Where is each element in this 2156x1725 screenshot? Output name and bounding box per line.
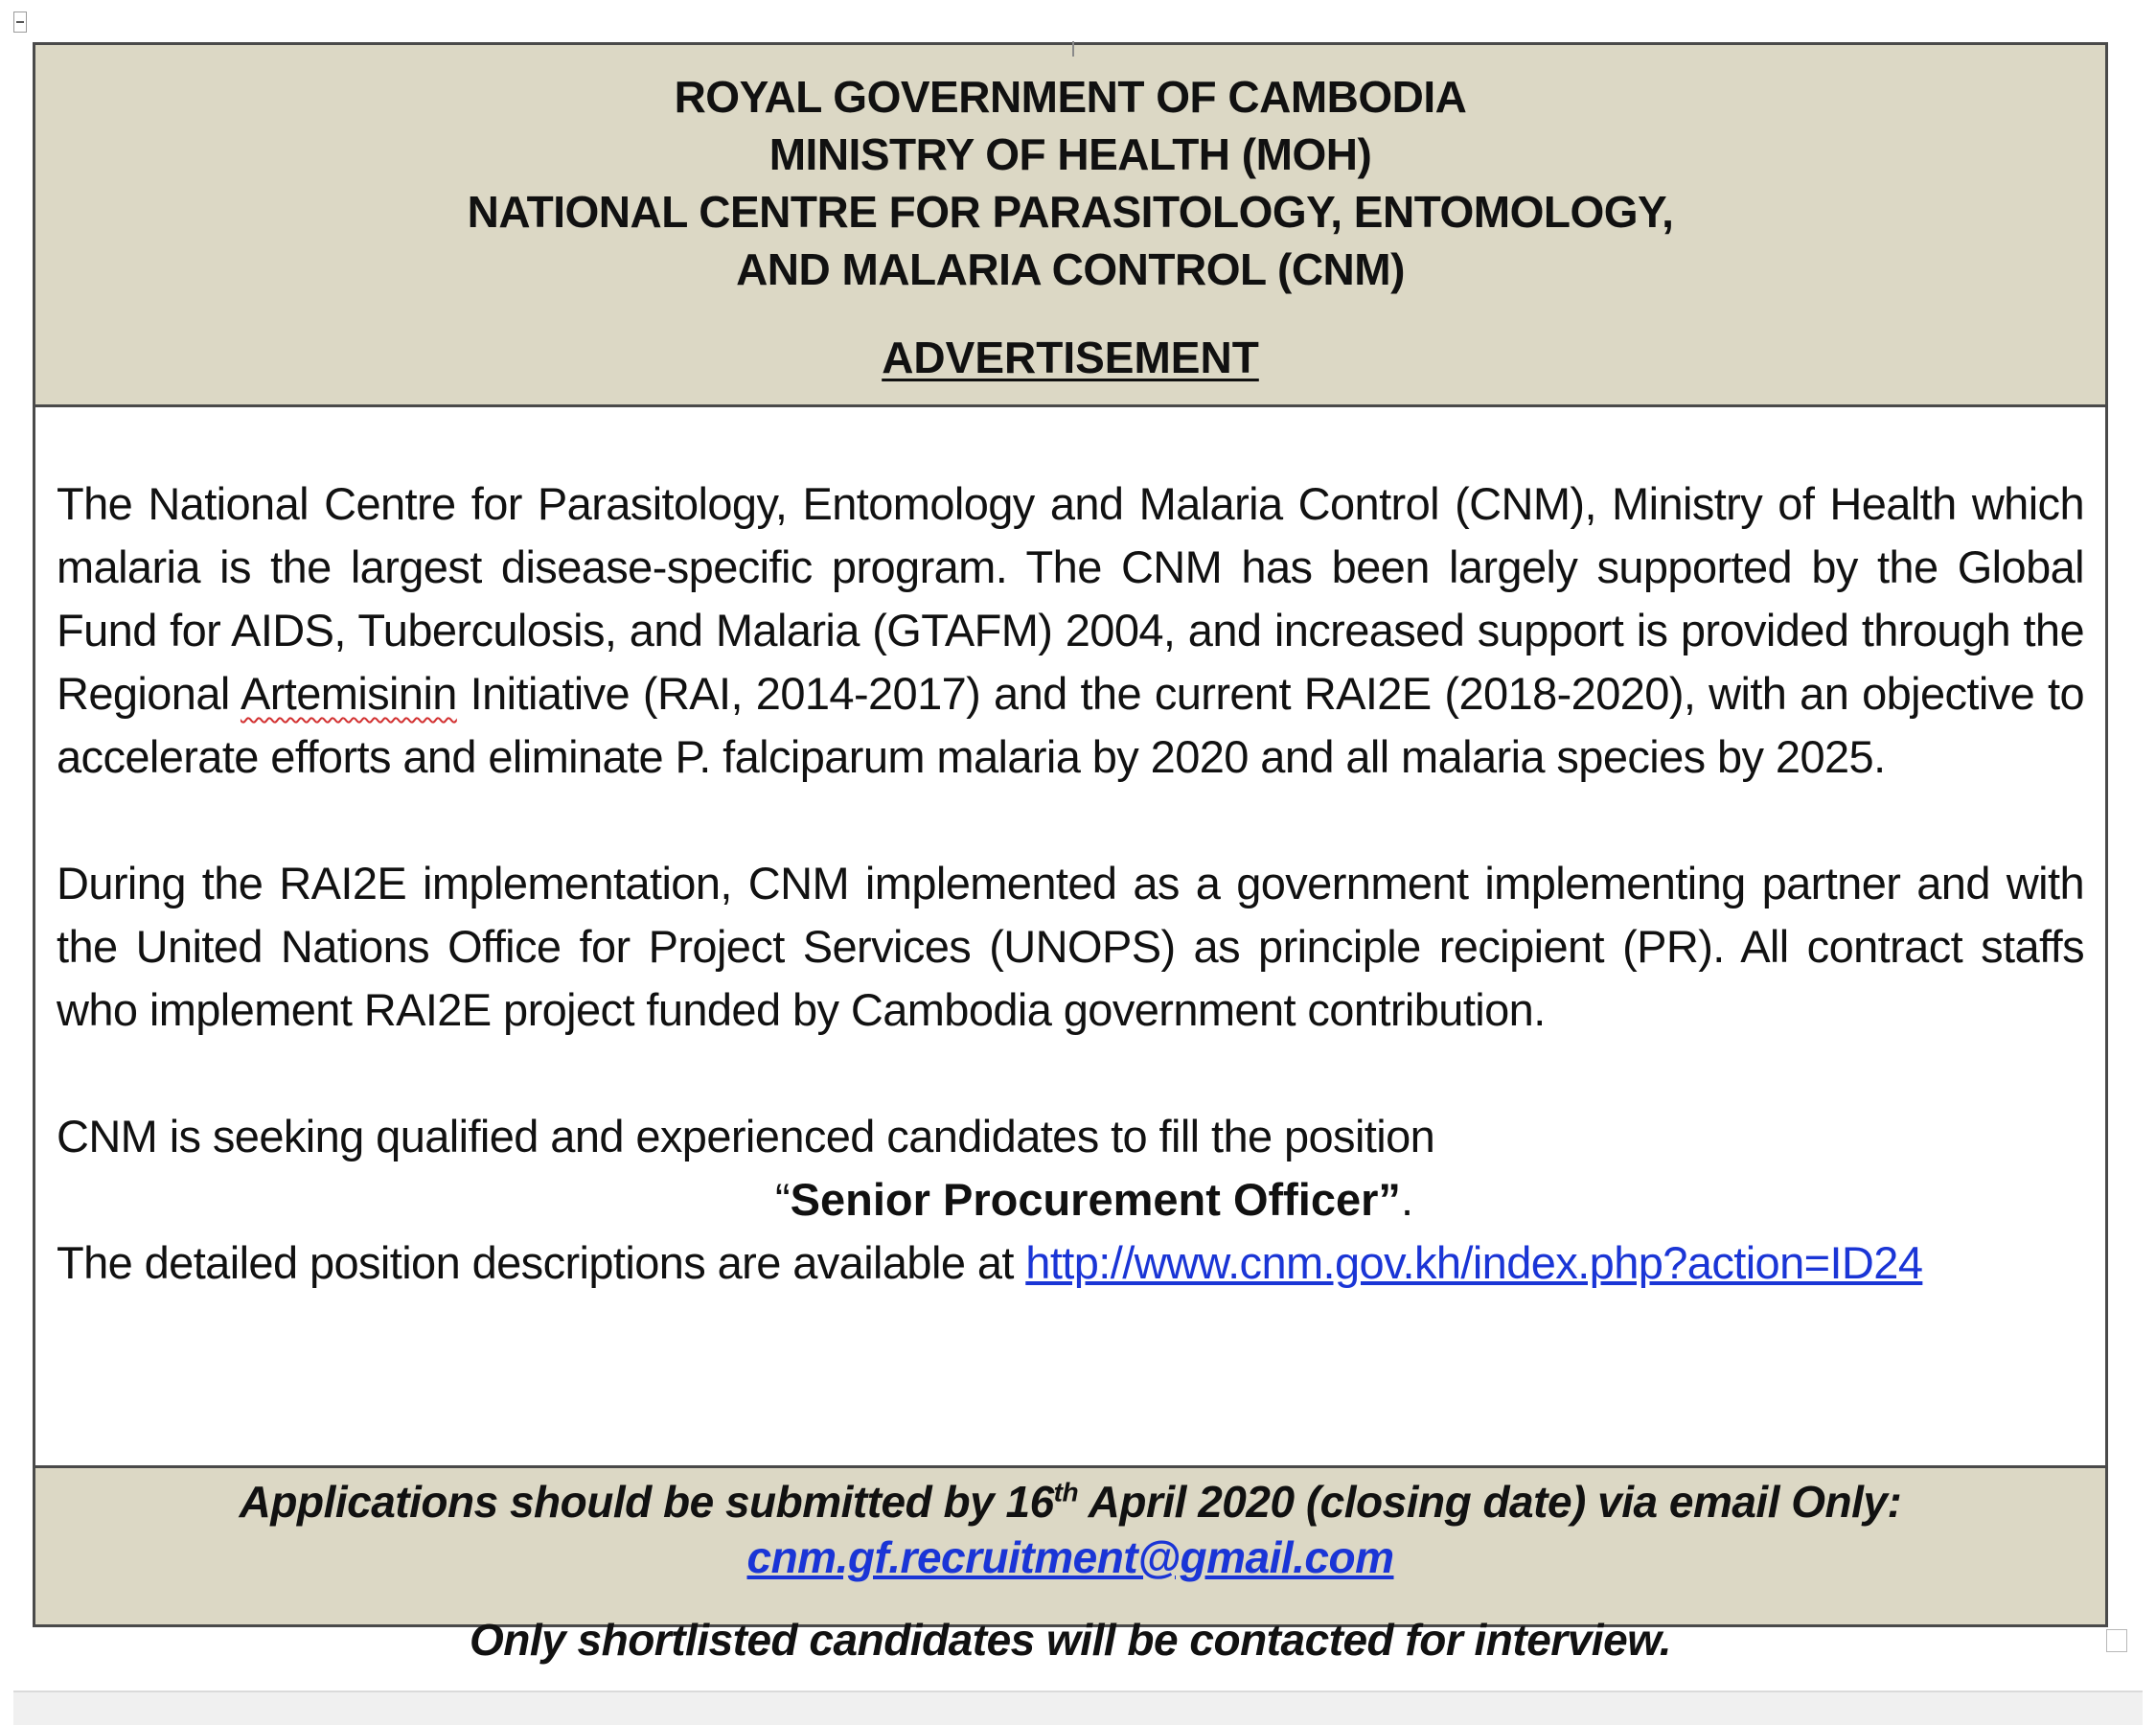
page-bottom-edge xyxy=(13,1690,2143,1725)
position-description-link[interactable]: http://www.cnm.gov.kh/index.php?action=ID24 xyxy=(1025,1237,1923,1288)
position-title-line xyxy=(57,1168,2084,1231)
organization-heading xyxy=(35,45,2105,298)
advertisement-title: ADVERTISEMENT xyxy=(882,333,1259,382)
table-resize-handle[interactable] xyxy=(2106,1629,2127,1652)
deadline-text-end: April 2020 (closing date) via email Only: xyxy=(1078,1477,1902,1527)
centre-name-line2: AND MALARIA CONTROL (CNM) xyxy=(736,244,1405,294)
intro-paragraph xyxy=(57,472,2084,789)
body-cell xyxy=(35,407,2105,1465)
application-deadline xyxy=(35,1468,2105,1530)
intro-text-end: Initiative (RAI, 2014-2017) and the current RAI2E (2018-2020), with an objective to accelerate efforts and eliminate P. falciparum malaria by 2020 and all malaria species by 2025. xyxy=(57,668,2084,782)
deadline-ordinal-suffix: th xyxy=(1053,1477,1079,1507)
column-marker xyxy=(1072,41,1074,57)
email-line xyxy=(35,1530,2105,1585)
implementation-paragraph: During the RAI2E implementation, CNM implemented as a government implementing partner and with the United Nations Office for Project Services (UNOPS) as principle recipient (PR). All contract staffs who implement RAI2E project funded by Cambodia government contribution. xyxy=(57,858,2084,1035)
centre-name-line1: NATIONAL CENTRE FOR PARASITOLOGY, ENTOMOLOGY, xyxy=(467,187,1674,237)
details-paragraph xyxy=(57,1231,2084,1295)
shortlist-note: Only shortlisted candidates will be contacted for interview. xyxy=(469,1615,1672,1665)
position-title: Senior Procurement Officer” xyxy=(790,1174,1401,1225)
table-move-handle[interactable] xyxy=(13,12,27,33)
intro-text-start: The National Centre for Parasitology, Entomology and Malaria Control (CNM), Ministry of Health which malaria is the largest disease-specific program. The CNM has been largely supported by the Global Fund for AIDS, Tuberculosis, and Malaria (GTAFM) 2004, and increased support is provided through the Regional xyxy=(57,478,2084,719)
footer-cell xyxy=(35,1465,2105,1665)
seeking-paragraph: CNM is seeking qualified and experienced candidates to fill the position xyxy=(57,1111,1435,1162)
position-end: . xyxy=(1400,1174,1413,1225)
spellcheck-flagged-word[interactable]: Artemisinin xyxy=(240,668,457,719)
advertisement-table xyxy=(33,42,2108,1665)
government-name: ROYAL GOVERNMENT OF CAMBODIA xyxy=(674,72,1467,122)
header-cell xyxy=(35,45,2105,407)
ministry-name: MINISTRY OF HEALTH (MOH) xyxy=(768,129,1372,179)
details-text: The detailed position descriptions are available at xyxy=(57,1237,1026,1288)
deadline-text-start: Applications should be submitted by 16 xyxy=(239,1477,1054,1527)
position-open-quote: “ xyxy=(775,1174,791,1225)
recruitment-email-link[interactable]: cnm.gf.recruitment@gmail.com xyxy=(746,1532,1394,1582)
